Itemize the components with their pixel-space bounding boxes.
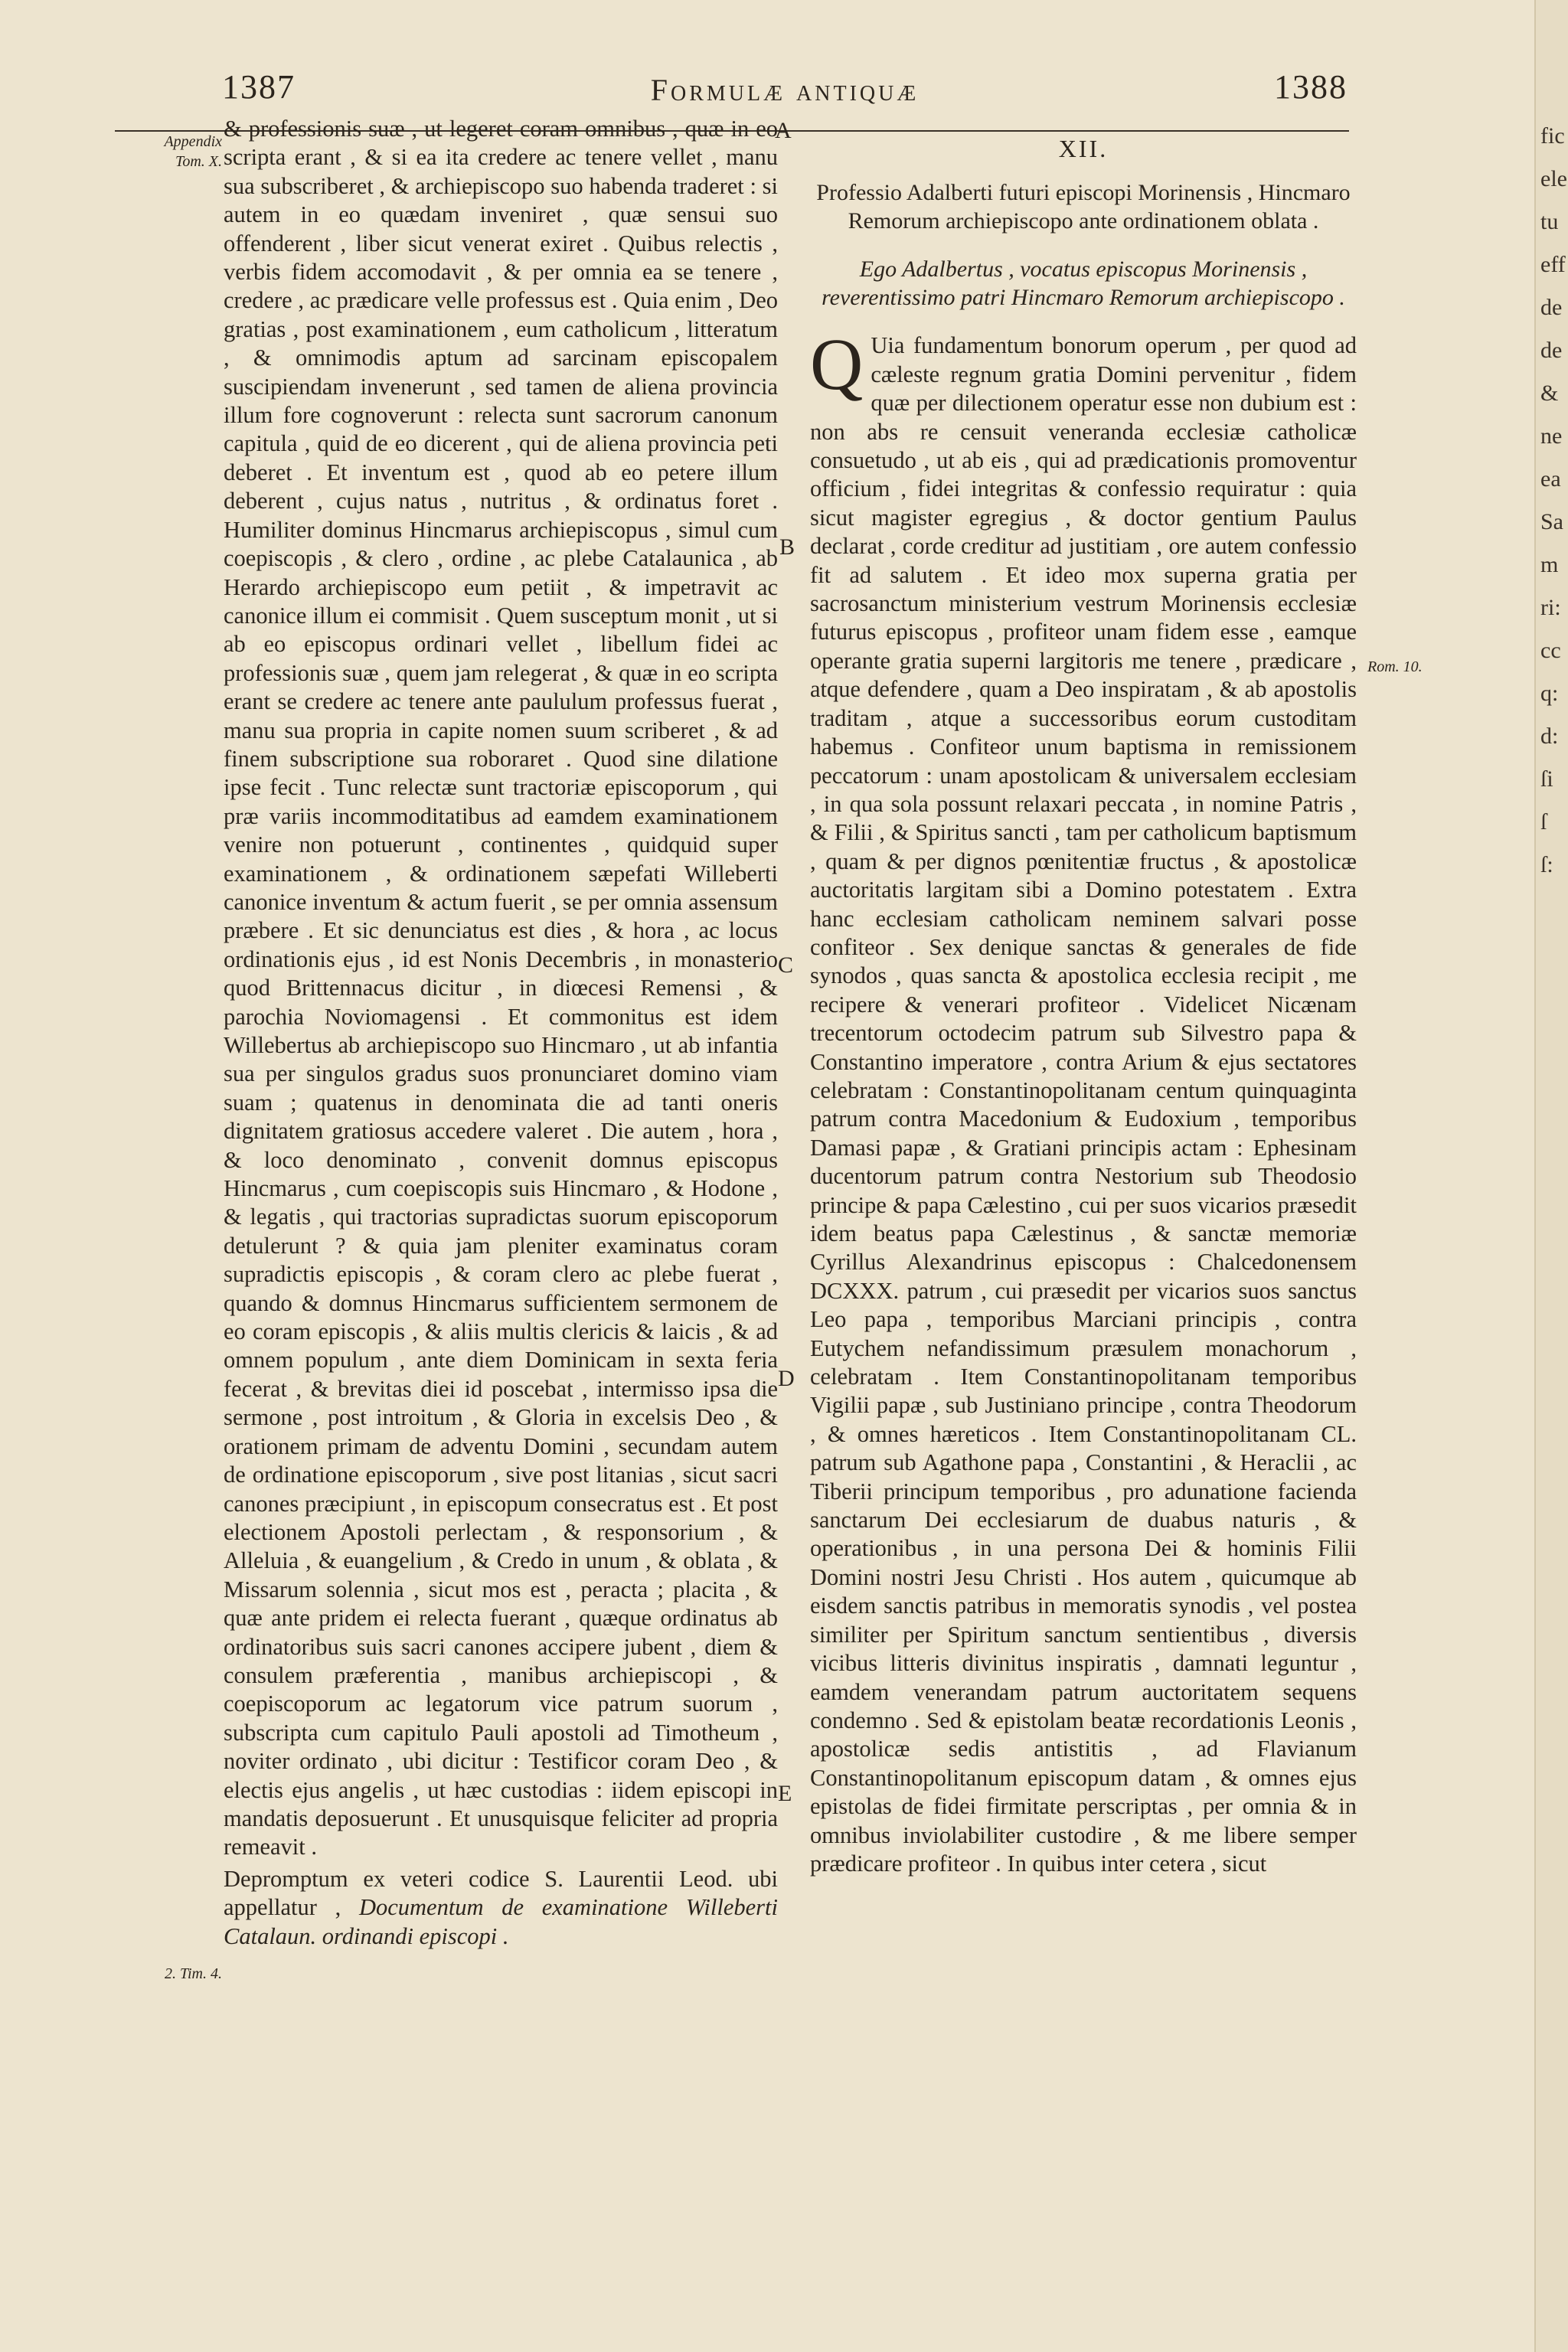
- gutter-fragment: ea: [1540, 466, 1561, 492]
- page-number-right: 1388: [1274, 68, 1348, 106]
- section-letter-b: B: [779, 534, 795, 560]
- gutter-fragment: tu: [1540, 209, 1559, 234]
- gutter-fragment: &: [1540, 381, 1559, 406]
- profession-text: [810, 323, 1357, 1878]
- running-title: Formulæ antiquæ: [650, 73, 920, 107]
- section-number: XII.: [1058, 135, 1109, 162]
- gutter-fragment: Sa: [1540, 509, 1563, 534]
- section-letter-a: A: [775, 118, 792, 143]
- section-letter-d: D: [778, 1366, 795, 1391]
- source-note: [224, 1865, 778, 1951]
- gutter-fragment: m: [1540, 552, 1559, 577]
- gutter-fragment: eff: [1540, 252, 1566, 277]
- margin-note-appendix: [115, 132, 222, 172]
- gutter-fragment: q:: [1540, 681, 1559, 706]
- drop-cap: Q: [810, 323, 864, 406]
- gutter-fragment: ſ: [1540, 809, 1547, 835]
- source-title: Documentum de examinatione Willeberti Catalaun. ordinandi episcopi .: [224, 1894, 778, 1949]
- source-prefix: Depromptum ex veteri codice S. Laurentii Leod. ubi appellatur ,: [224, 1865, 778, 1921]
- left-column-text: & professionis suæ , ut legeret coram omnibus , quæ in eo scripta erant , & si ea ita credere ac tenere vellet , manu sua subscriberet , & archiepiscopo suo habenda traderet : si autem in eo quædam inveniret , quæ sensui suo offenderent , liber sicut venerat exiret . Quibus relectis , verbis fidem accomodavit , & per omnia ea se tenere , credere , ac prædicare velle professus est . Quia enim , Deo gratias , post examinationem , eum catholicum , litteratum , & omnimodis aptum ad sarcinam episcopalem suscipiendam invenerunt , sed tamen de aliena provincia illum fore cognoverunt : relecta sunt sacrorum canonum capitula , quid de eo dicerent , qui de aliena provincia peti deberet . Et inventum est , quod ab eo petere illum deberent , cujus natus , nutritus , & ordinatus foret . Humiliter dominus Hincmarus archiepiscopus , simul cum coepiscopis , & clero , ordine , ac plebe Catalaunica , ab Herardo archiepiscopo eum petiit , & impetravit ac canonice illum ei commisit . Quem susceptum monit , ut si ab eo episcopus ordinari vellet , libellum fidei ac professionis suæ , quem jam relegerat , & quæ in eo scripta erant se credere ac tenere ante paululum professus fuerat , manu sua propria in capite nomen suum scriberet , & ad finem subscriptione sua roboraret . Quod sine dilatione ipse fecit . Tunc relectæ sunt tractoriæ episcoporum , qui præ variis incommoditatibus ad eamdem examinationem venire non potuerunt , continentes , quidquid super examinationem , & ordinationem sæpefati Willeberti canonice inventum & actum fuerit , se per omnia assensum præbere . Et sic denunciatus est dies , & hora , ac locus ordinationis ejus , id est Nonis Decembris , in monasterio quod Brittennacus dicitur , in diœcesi Remensi , & parochia Noviomagensi . Et commonitus est idem Willebertus ab archiepiscopo suo Hincmaro , ut ab infantia sua per singulos gradus suos pronunciaret domino viam suam ; quatenus in denominata die ad tanti oneris dignitatem gratiosus accedere valeret . Die autem , hora , & loco denominato , convenit domnus episcopus Hincmarus , cum coepiscopis suis Hincmaro , & Hodone , & legatis , qui tractorias supradictas suorum episcoporum detulerunt ? & quia jam pleniter examinatus coram supradictis episcopis , & coram clero ac plebe fuerat , quando & domnus Hincmarus sufficientem sermonem de eo coram episcopis , & aliis multis clericis & laicis , & ad omnem populum , ante diem Dominicam in sexta feria fecerat , & brevitas diei id poscebat , intermisso ipsa die sermone , post introitum , & Gloria in excelsis Deo , & orationem primam de adventu Domini , secundam autem de ordinatione episcoporum , sive post litanias , sicut sacri canones præcipiunt , in episcopum consecratus est . Et post electionem Apostoli perlectam , & responsorium , & Alleluia , & euangelium , & Credo in unum , & oblata , & Missarum solennia , sicut mos est , peracta ; placita , & quæ ante pridem ei relecta fuerant , quæque ordinatus ab ordinatoribus suis sacri canones accipere jubent , diem & consulem præferentia , manibus archiepiscopi , & coepiscoporum ac legatorum vice patrum suorum , subscripta cum capitulo Pauli apostoli ad Timotheum , noviter ordinato , ubi dicitur : Testificor coram Deo , & electis ejus angelis , ut hæc custodias : iidem episcopi in mandatis deposuerunt . Et unusquisque feliciter ad propria remeavit .: [224, 116, 778, 1860]
- section-letter-c: C: [778, 952, 794, 978]
- gutter-fragment: de: [1540, 295, 1563, 320]
- margin-note-timothy: 2. Tim. 4.: [164, 1965, 222, 1982]
- gutter-fragment: ſi: [1540, 766, 1553, 792]
- gutter-fragment: fic: [1540, 123, 1565, 149]
- section-letter-e: E: [778, 1781, 792, 1806]
- margin-note-romans: Rom. 10.: [1367, 658, 1423, 675]
- profession-body: Uia fundamentum bonorum operum , per quod ad cæleste regnum gratia Domini pervenitur , fidem quæ per dilectionem operatur esse non dubium est : non abs re censuit veneranda ecclesiæ catholicæ consuetudo , ut ab eis , qui ad prædicationis promoventur officium , fidei integritas & confessio requiratur : quia sicut magister egregius , & doctor gentium Paulus declarat , corde creditur ad justitiam , ore autem confessio fit ad salutem . Et ideo mox superna gratia per sacrosanctum ministerium vestrum Morinensis ecclesiæ futurus episcopus , profiteor unam fidem esse , eamque operante gratia superni largitoris me tenere , prædicare , atque defendere , quam a Deo inspiratam , & ab apostolis traditam , atque a successoribus eorum custoditam habemus . Confiteor unum baptisma in remissionem peccatorum : unam apostolicam & universalem ecclesiam , in qua sola possunt relaxari peccata , in nomine Patris , & Filii , & Spiritus sancti , tam per catholicum baptismum , quam & per dignos pœnitentiæ fructus , & apostolicæ auctoritatis largitam sibi a Domino potestatem . Extra hanc ecclesiam catholicam neminem salvari posse confiteor . Sex denique sanctas & generales de fide synodos , quas sancta & apostolica ecclesia recipit , me recipere & venerari profiteor . Videlicet Nicænam trecentorum octodecim patrum sub Silvestro papa & Constantino imperatore , contra Arium & ejus sectatores celebratam : Constantinopolitanam centum quinquaginta patrum contra Macedonium & Eudoxium , temporibus Damasi papæ , & Gratiani principis actam : Ephesinam ducentorum patrum contra Nestorium sub Theodosio principe & papa Cælestino , cui per suos vicarios præsedit idem beatus papa Cælestinus , & sanctæ memoriæ Cyrillus Alexandrinus episcopus : Chalcedonensem DCXXX. patrum , cui præsedit per vicarios suos sanctus Leo papa , temporibus Marciani principis , contra Eutychem nefandissimum præsulem monachorum , celebratam . Item Constantinopolitanam temporibus Vigilii papæ , sub Justiniano principe , contra Theodorum , & omnes hæreticos . Item Constantinopolitanam CL. patrum sub Agathone papa , Constantini , & Heraclii , ac Tiberii principum temporibus , pro adunatione facienda sanctarum Dei ecclesiarum de duabus naturis , & operationibus , in una persona Dei & hominis Filii Domini nostri Jesu Christi . Hos autem , quicumque ab eisdem sanctis patribus in memoratis synodis , vel postea similiter per Spiritum sanctum sentientibus , diversis vicibus litteris divinitus inspiratis , damnati leguntur , eamdem venerandam patrum auctoritatem sequens condemno . Sed & epistolam beatæ recordationis Leonis , apostolicæ sedis antistitis , ad Flavianum Constantinopolitanum episcopum datam , & omnes ejus epistolas de fidei firmitate perscriptas , per omnia & in omnibus inviolabiliter custodire , & me libere semper prædicare profiteor . In quibus inter cetera , sicut: [810, 332, 1357, 1877]
- page-number-left: 1387: [222, 68, 296, 106]
- tome-label: Tom. X.: [175, 153, 222, 170]
- appendix-label: Appendix: [164, 133, 222, 150]
- gutter-fragment: de: [1540, 338, 1563, 363]
- running-header: [222, 61, 1348, 115]
- gutter-fragment: ele: [1540, 166, 1567, 191]
- section-title: Professio Adalberti futuri episcopi Morinensis , Hincmaro Remorum archiepiscopo ante ordinationem oblata .: [816, 180, 1351, 234]
- section-subtitle: Ego Adalbertus , vocatus episcopus Morinensis , reverentissimo patri Hincmaro Remorum archiepiscopo .: [822, 256, 1345, 311]
- left-column: [224, 115, 778, 1951]
- next-page-edge: [1534, 0, 1568, 2352]
- gutter-fragment: d:: [1540, 724, 1559, 749]
- gutter-fragment: ſ:: [1540, 852, 1553, 877]
- gutter-fragment: ne: [1540, 423, 1563, 449]
- right-column: [810, 135, 1357, 1878]
- gutter-fragment: cc: [1540, 638, 1561, 663]
- gutter-fragment: ri:: [1540, 595, 1561, 620]
